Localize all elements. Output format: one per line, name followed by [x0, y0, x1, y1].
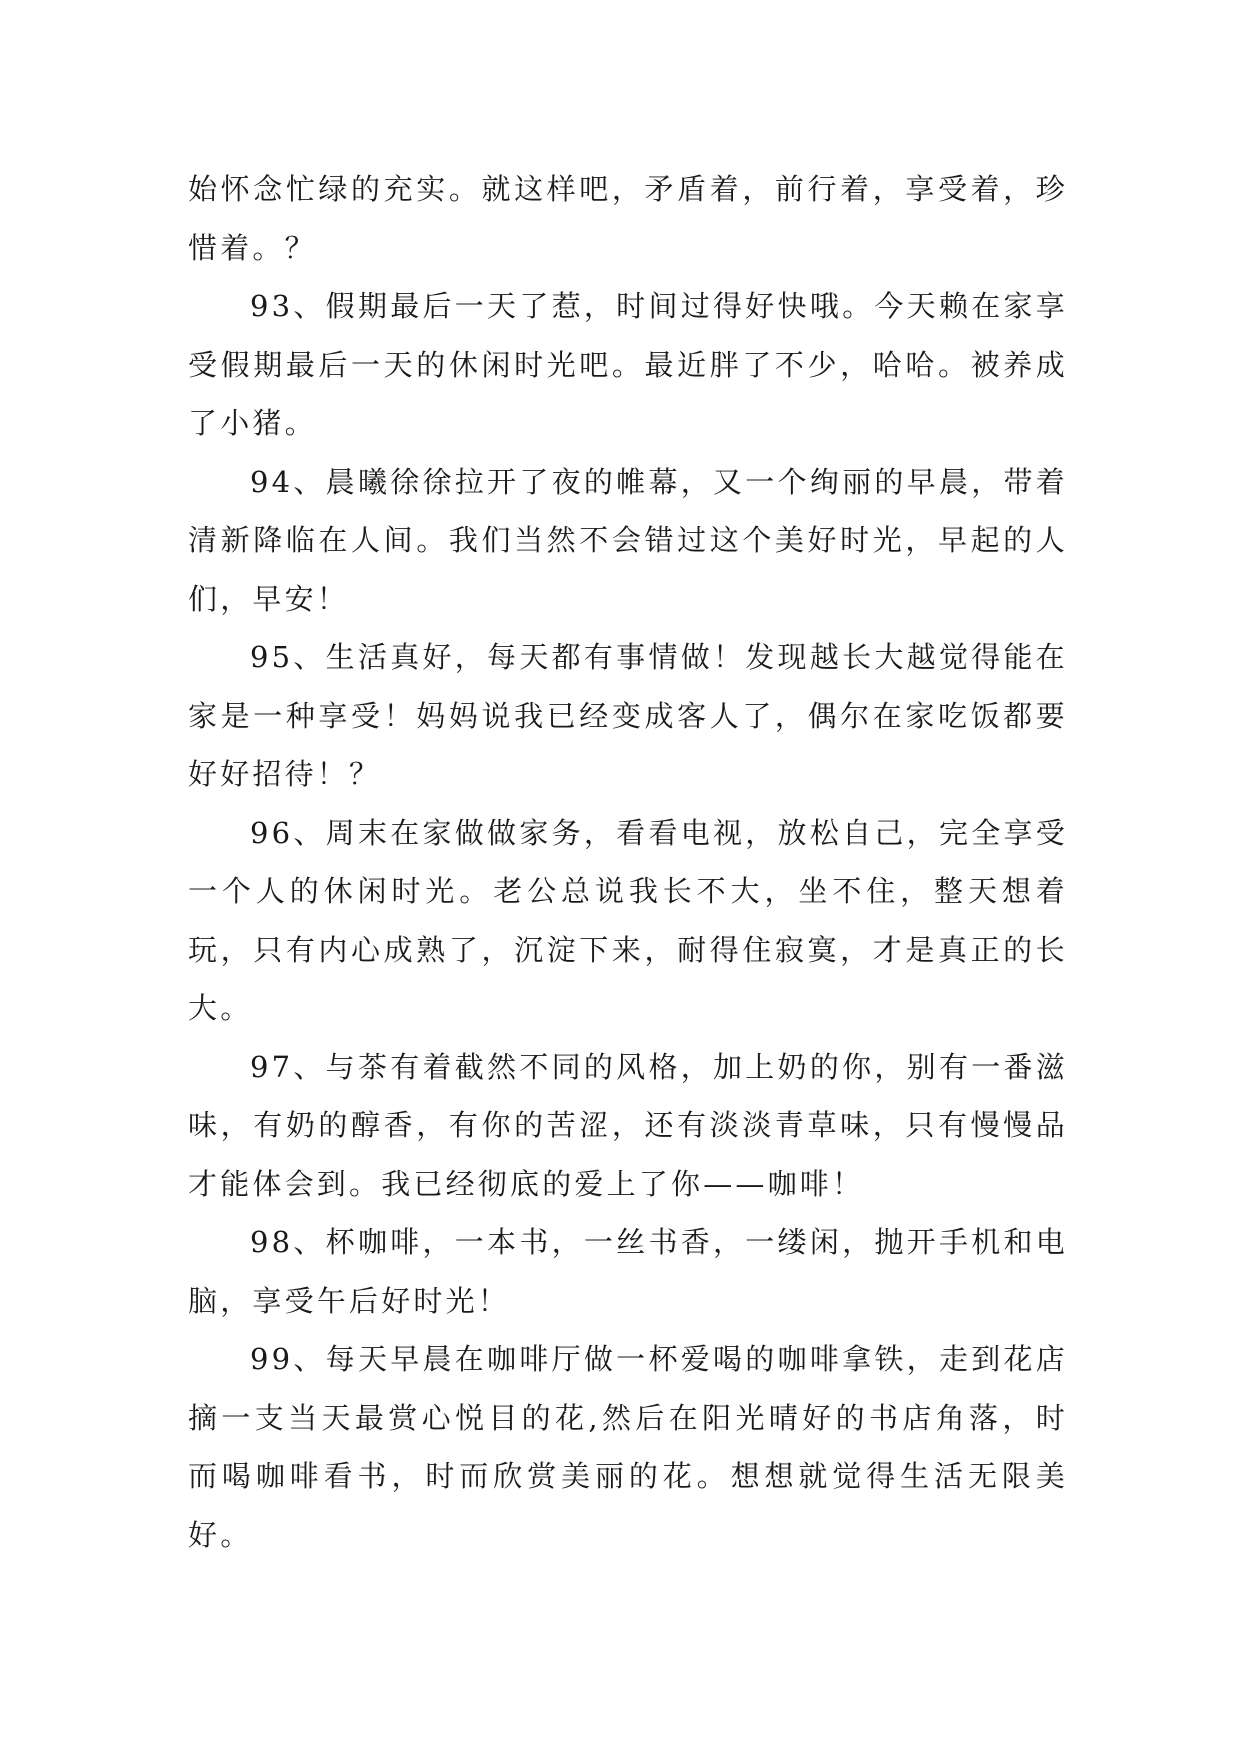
paragraph-95: 95、生活真好，每天都有事情做！发现越长大越觉得能在家是一种享受！妈妈说我已经变成客人了，偶尔在家吃饭都要好好招待！？	[188, 640, 1068, 791]
document-body	[188, 160, 1068, 1564]
paragraph-99: 99、每天早晨在咖啡厅做一杯爱喝的咖啡拿铁，走到花店摘一支当天最赏心悦目的花,然后在阳光晴好的书店角落，时而喝咖啡看书，时而欣赏美丽的花。想想就觉得生活无限美好。	[188, 1342, 1068, 1552]
paragraph-97: 97、与茶有着截然不同的风格，加上奶的你，别有一番滋味，有奶的醇香，有你的苦涩，还有淡淡青草味，只有慢慢品才能体会到。我已经彻底的爱上了你——咖啡！	[188, 1049, 1068, 1201]
paragraph-continuation: 始怀念忙绿的充实。就这样吧，矛盾着，前行着，享受着，珍惜着。？	[188, 172, 1068, 265]
paragraph-96: 96、周末在家做做家务，看看电视，放松自己，完全享受一个人的休闲时光。老公总说我长不大，坐不住，整天想着玩，只有内心成熟了，沉淀下来，耐得住寂寞，才是真正的长大。	[188, 815, 1068, 1025]
paragraph-94: 94、晨曦徐徐拉开了夜的帷幕，又一个绚丽的早晨，带着清新降临在人间。我们当然不会错过这个美好时光，早起的人们，早安！	[188, 464, 1068, 616]
paragraph-93: 93、假期最后一天了惹，时间过得好快哦。今天赖在家享受假期最后一天的休闲时光吧。最近胖了不少，哈哈。被养成了小猪。	[188, 289, 1068, 440]
paragraph-98: 98、杯咖啡，一本书，一丝书香，一缕闲，抛开手机和电脑，享受午后好时光！	[188, 1225, 1068, 1318]
